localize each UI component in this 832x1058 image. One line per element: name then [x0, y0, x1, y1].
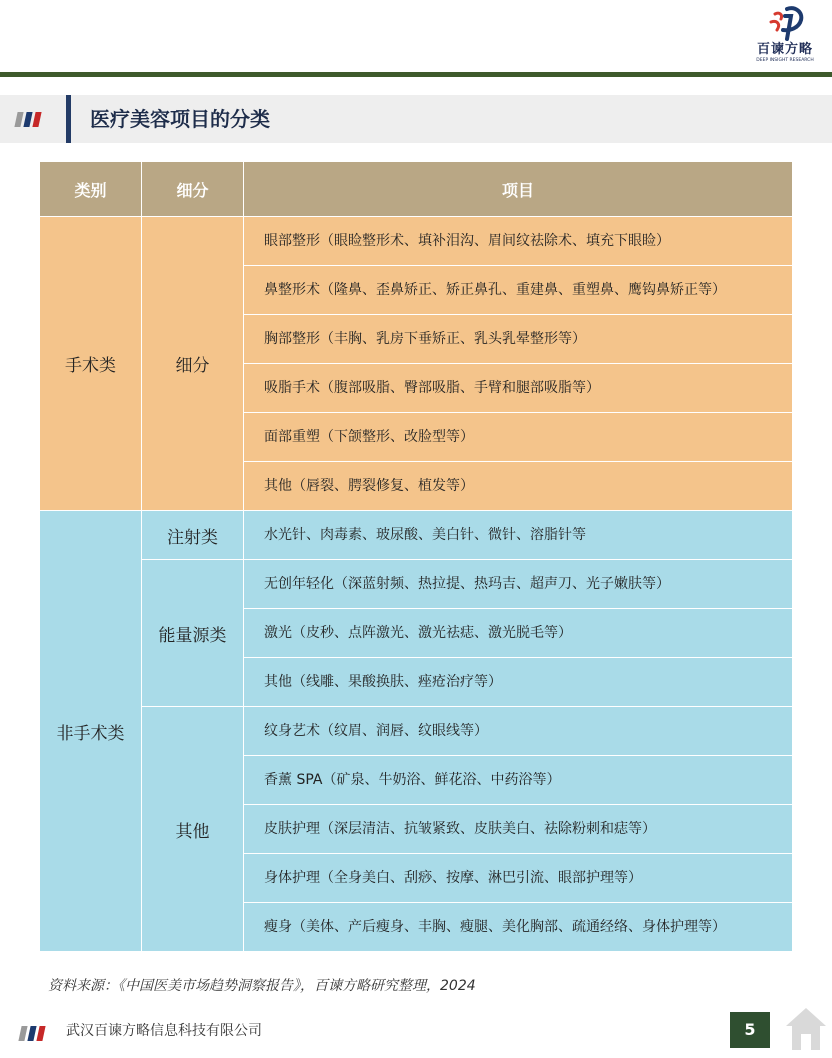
header-category: 类别 [40, 162, 142, 217]
flag-stripes-icon [16, 112, 40, 127]
header-subcategory: 细分 [142, 162, 244, 217]
item-cell: 身体护理（全身美白、刮痧、按摩、淋巴引流、眼部护理等） [244, 854, 793, 903]
home-icon[interactable] [784, 1004, 828, 1056]
page-title: 医疗美容项目的分类 [90, 107, 270, 131]
brand-logo [752, 6, 818, 68]
subcategory-other: 其他 [142, 707, 244, 952]
header-item: 项目 [244, 162, 793, 217]
table-row [40, 560, 793, 609]
subcategory-energy: 能量源类 [142, 560, 244, 707]
item-cell: 无创年轻化（深蓝射频、热拉提、热玛吉、超声刀、光子嫩肤等） [244, 560, 793, 609]
title-divider [66, 95, 71, 143]
subcategory-injection: 注射类 [142, 511, 244, 560]
item-cell: 瘦身（美体、产后瘦身、丰胸、瘦腿、美化胸部、疏通经络、身体护理等） [244, 903, 793, 952]
footer-flag-icon [20, 1026, 44, 1041]
item-cell: 水光针、肉毒素、玻尿酸、美白针、微针、溶脂针等 [244, 511, 793, 560]
classification-table [39, 161, 793, 952]
section-title-bar [0, 95, 832, 143]
item-cell: 眼部整形（眼睑整形术、填补泪沟、眉间纹祛除术、填充下眼睑） [244, 217, 793, 266]
category-surgical: 手术类 [40, 217, 142, 511]
subcategory-surgical: 细分 [142, 217, 244, 511]
item-cell: 胸部整形（丰胸、乳房下垂矫正、乳头乳晕整形等） [244, 315, 793, 364]
item-cell: 其他（唇裂、腭裂修复、植发等） [244, 462, 793, 511]
item-cell: 激光（皮秒、点阵激光、激光祛痣、激光脱毛等） [244, 609, 793, 658]
item-cell: 面部重塑（下颌整形、改脸型等） [244, 413, 793, 462]
item-cell: 香薰 SPA（矿泉、牛奶浴、鲜花浴、中药浴等） [244, 756, 793, 805]
item-cell: 吸脂手术（腹部吸脂、臀部吸脂、手臂和腿部吸脂等） [244, 364, 793, 413]
table-header-row [40, 162, 793, 217]
header-rule [0, 72, 832, 77]
logo-mark-icon [765, 6, 805, 42]
footer-company: 武汉百谏方略信息科技有限公司 [66, 1023, 262, 1039]
table-row [40, 217, 793, 266]
table-row [40, 707, 793, 756]
category-non-surgical: 非手术类 [40, 511, 142, 952]
brand-name: 百谏方略 [756, 42, 813, 57]
source-note: 资料来源：《中国医美市场趋势洞察报告》，百谏方略研究整理，2024 [48, 978, 476, 994]
item-cell: 纹身艺术（纹眉、润唇、纹眼线等） [244, 707, 793, 756]
brand-tagline: DEEP INSIGHT RESEARCH [756, 57, 814, 63]
item-cell: 其他（线雕、果酸换肤、痤疮治疗等） [244, 658, 793, 707]
item-cell: 鼻整形术（隆鼻、歪鼻矫正、矫正鼻孔、重建鼻、重塑鼻、鹰钩鼻矫正等） [244, 266, 793, 315]
item-cell: 皮肤护理（深层清洁、抗皱紧致、皮肤美白、祛除粉刺和痣等） [244, 805, 793, 854]
table-row [40, 511, 793, 560]
page-number: 5 [730, 1012, 770, 1048]
